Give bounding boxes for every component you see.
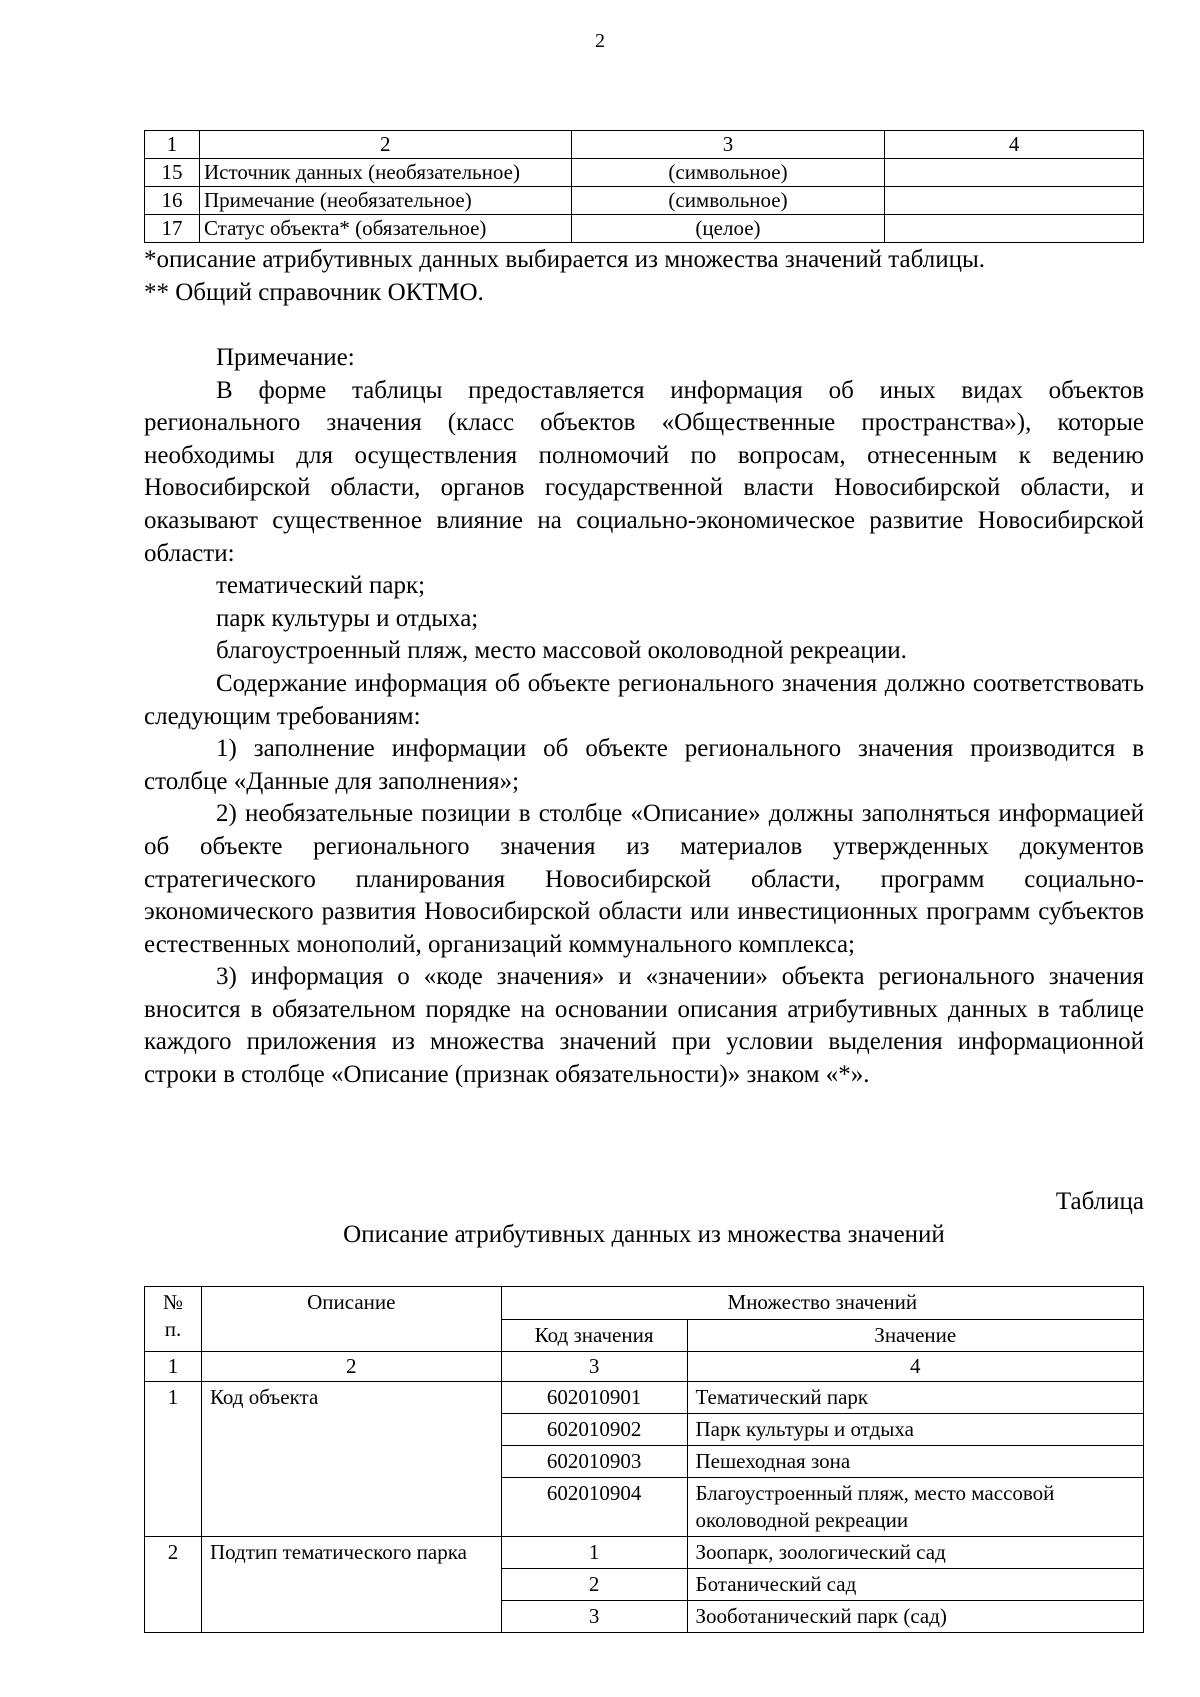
col-number: 3: [571, 131, 885, 159]
list-item: благоустроенный пляж, место массовой околоводной рекреации.: [216, 637, 907, 665]
header-number: № п.: [145, 1287, 202, 1352]
group-description: Код объекта: [201, 1382, 501, 1537]
row-number: 16: [145, 187, 200, 215]
footnote: ** Общий справочник ОКТМО.: [144, 278, 484, 306]
header-code: Код значения: [501, 1319, 687, 1352]
note-section: [144, 342, 1144, 1092]
footnote: *описание атрибутивных данных выбирается из множества значений таблицы.: [144, 246, 986, 273]
requirement-3: 3) информация о «коде значения» и «значении» объекта регионального значения вносится в обязательном порядке на основании описания атрибутивных данных в таблице каждого приложения из множества значений при условии выделения информационной строки в столбце «Описание (признак обязательности)» знаком «*».: [144, 963, 1144, 1089]
group-description: Подтип тематического парка: [201, 1537, 501, 1633]
table-row: [145, 1537, 1144, 1569]
attribute-table-continuation: [144, 130, 1144, 243]
row-type: (символьное): [571, 187, 885, 215]
value-code: 602010901: [501, 1382, 687, 1414]
row-type: (целое): [571, 215, 885, 243]
requirement-2: 2) необязательные позиции в столбце «Описание» должны заполняться информацией об объекте регионального значения из материалов утвержденных документов стратегического планирования Новосибирской области, программ социально-экономического развития Новосибирской области или инвестиционных программ субъектов естественных монополий, организаций коммунального комплекса;: [144, 800, 1144, 958]
row-name: Статус объекта* (обязательное): [199, 215, 571, 243]
value-code: 602010902: [501, 1414, 687, 1446]
row-number: 15: [145, 159, 200, 187]
value-name: Парк культуры и отдыха: [687, 1414, 1143, 1446]
footnotes: [144, 244, 1144, 309]
attribute-values-table: [144, 1286, 1144, 1633]
value-name: Ботанический сад: [687, 1569, 1143, 1601]
row-number: 17: [145, 215, 200, 243]
table-label: Таблица: [1055, 1188, 1144, 1215]
table-row: [145, 159, 1144, 187]
row-name: Примечание (необязательное): [199, 187, 571, 215]
list-item: парк культуры и отдыха;: [216, 604, 479, 632]
col-number: 4: [687, 1352, 1143, 1382]
row-data: [885, 187, 1144, 215]
group-number: 1: [145, 1382, 202, 1537]
note-paragraph: В форме таблицы предоставляется информация об иных видах объектов регионального значения (класс объектов «Общественные пространства»), которые необходимы для осуществления полномочий по вопросам, отнесенным к ведению Новосибирской области, органов государственной власти Новосибирской области, и оказывают существенное влияние на социально-экономическое развитие Новосибирской области:: [144, 376, 1144, 567]
table-title: Описание атрибутивных данных из множества значений: [343, 1221, 945, 1248]
row-data: [885, 215, 1144, 243]
header-value-set: Множество значений: [501, 1287, 1143, 1320]
table-header-row: [145, 1287, 1144, 1320]
value-code: 602010903: [501, 1446, 687, 1478]
table-row: [145, 1382, 1144, 1414]
value-name: Пешеходная зона: [687, 1446, 1143, 1478]
requirement-1: 1) заполнение информации об объекте регионального значения производится в столбце «Данные для заполнения»;: [144, 735, 1144, 795]
col-number: 2: [201, 1352, 501, 1382]
col-number: 4: [885, 131, 1144, 159]
page-number: 2: [595, 30, 605, 52]
col-number: 1: [145, 131, 200, 159]
col-number: 2: [199, 131, 571, 159]
list-item: тематический парк;: [216, 572, 426, 600]
row-data: [885, 159, 1144, 187]
value-code: 3: [501, 1601, 687, 1633]
value-name: Зоопарк, зоологический сад: [687, 1537, 1143, 1569]
value-name: Тематический парк: [687, 1382, 1143, 1414]
table-header-row: [145, 131, 1144, 159]
table-row: [145, 215, 1144, 243]
value-code: 1: [501, 1537, 687, 1569]
col-number: 1: [145, 1352, 202, 1382]
header-description: Описание: [201, 1287, 501, 1352]
value-code: 2: [501, 1569, 687, 1601]
value-name: Зооботанический парк (сад): [687, 1601, 1143, 1633]
value-code: 602010904: [501, 1478, 687, 1537]
table-colnum-row: [145, 1352, 1144, 1382]
table-row: [145, 187, 1144, 215]
header-value: Значение: [687, 1319, 1143, 1352]
group-number: 2: [145, 1537, 202, 1633]
row-name: Источник данных (необязательное): [199, 159, 571, 187]
row-type: (символьное): [571, 159, 885, 187]
requirements-intro: Содержание информация об объекте регионального значения должно соответствовать следующим требованиям:: [144, 669, 1144, 730]
value-name: Благоустроенный пляж, место массовой околоводной рекреации: [687, 1478, 1143, 1537]
note-heading: Примечание:: [216, 344, 355, 371]
col-number: 3: [501, 1352, 687, 1382]
